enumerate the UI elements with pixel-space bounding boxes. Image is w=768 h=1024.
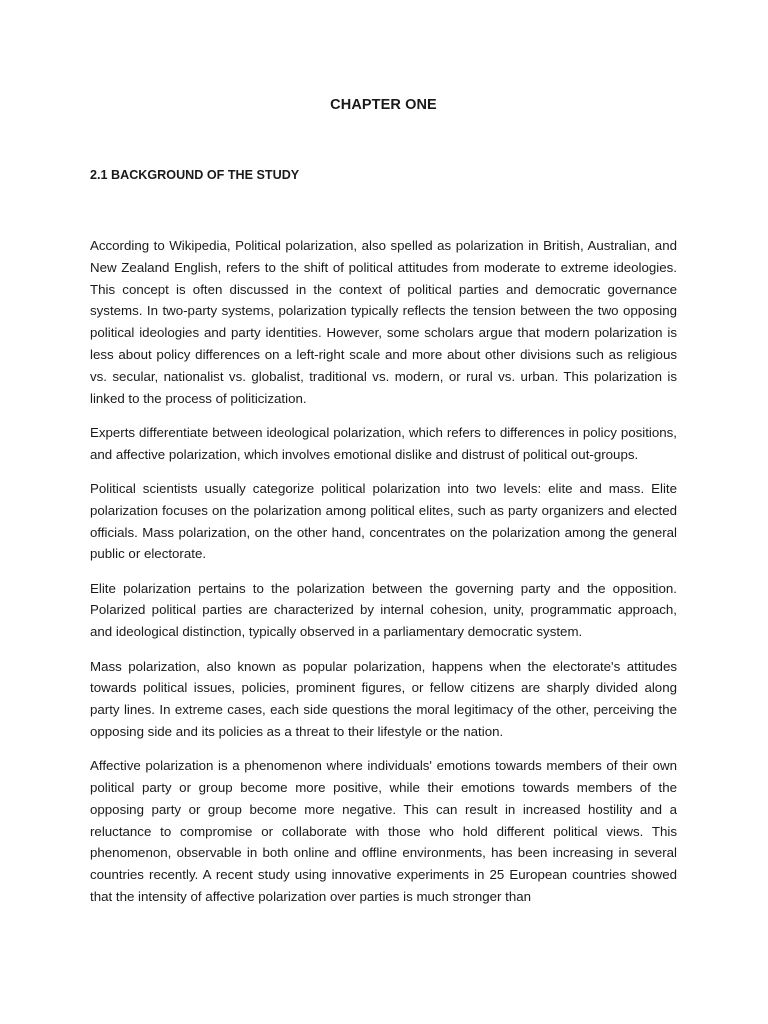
chapter-title: CHAPTER ONE	[330, 97, 437, 113]
paragraph: According to Wikipedia, Political polarization, also spelled as polarization in British, Australian, and New Zealand English, refers to the shift of political attitudes from moderate to extreme ideologies. This concept is often discussed in the context of political parties and democratic governance systems. In two-party systems, polarization typically reflects the tension between the two opposing political ideologies and party identities. However, some scholars argue that modern polarization is less about policy differences on a left-right scale and more about other divisions such as religious vs. secular, nationalist vs. globalist, traditional vs. modern, or rural vs. urban. This polarization is linked to the process of politicization.	[90, 238, 677, 406]
paragraph: Affective polarization is a phenomenon where individuals' emotions towards members of their own political party or group become more positive, while their emotions towards members of the opposing party or group become more negative. This can result in increased hostility and a reluctance to compromise or collaborate with those who hold different political views. This phenomenon, observable in both online and offline environments, has been increasing in several countries recently. A recent study using innovative experiments in 25 European countries showed that the intensity of affective polarization over parties is much stronger than	[90, 758, 677, 905]
paragraph: Mass polarization, also known as popular polarization, happens when the electorate's attitudes towards political issues, policies, prominent figures, or fellow citizens are sharply divided along party lines. In extreme cases, each side questions the moral legitimacy of the other, perceiving the opposing side and its policies as a threat to their lifestyle or the nation.	[90, 658, 677, 739]
section-heading: 2.1 BACKGROUND OF THE STUDY	[90, 168, 300, 182]
paragraph: Experts differentiate between ideological polarization, which refers to differences in policy positions, and affective polarization, which involves emotional dislike and distrust of political out-groups.	[90, 424, 677, 462]
paragraph: Elite polarization pertains to the polarization between the governing party and the opposition. Polarized political parties are characterized by internal cohesion, unity, programmatic approach, and ideological distinction, typically observed in a parliamentary democratic system.	[90, 580, 677, 640]
document-body	[90, 184, 677, 908]
paragraph: Political scientists usually categorize political polarization into two levels: elite and mass. Elite polarization focuses on the polarization among political elites, such as party organizers and elected officials. Mass polarization, on the other hand, concentrates on the polarization among the general public or electorate.	[90, 480, 677, 562]
